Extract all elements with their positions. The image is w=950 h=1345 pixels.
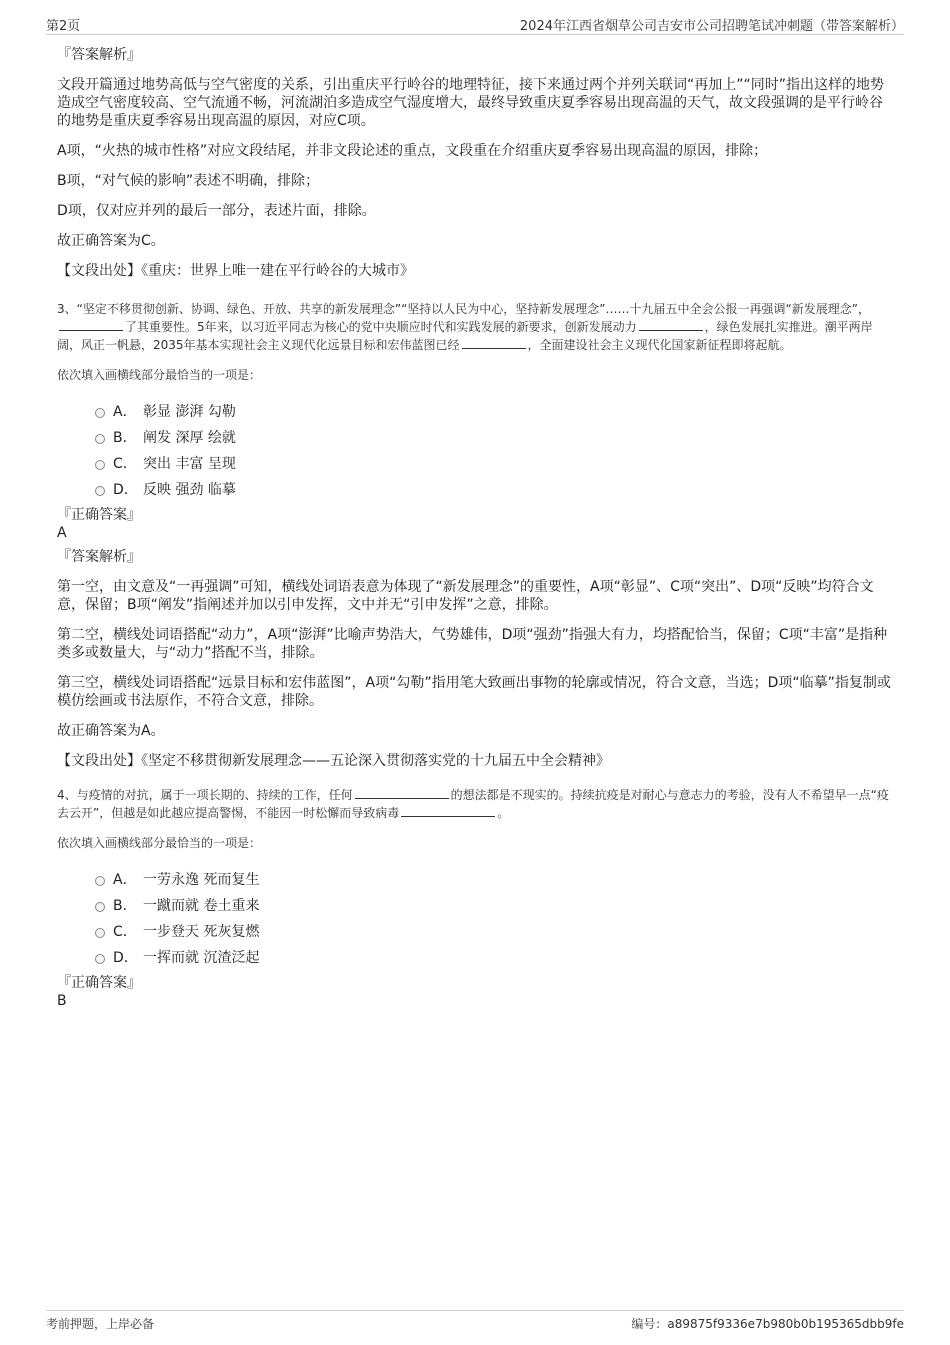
fill-blank [462, 336, 526, 349]
radio-icon[interactable] [95, 876, 105, 886]
document-code: 编号：a89875f9336e7b980b0b195365dbb9fe [631, 1317, 904, 1331]
radio-icon[interactable] [95, 486, 105, 496]
analysis-label: 『答案解析』 [57, 47, 141, 63]
radio-icon[interactable] [95, 928, 105, 938]
answer-value: A [57, 525, 67, 541]
footer-slogan: 考前押题，上岸必备 [46, 1317, 155, 1331]
analysis-paragraph: A项，“火热的城市性格”对应文段结尾，并非文段论述的重点，文段重在介绍重庆夏季容易出现高温的原因，排除； [57, 143, 768, 159]
radio-icon[interactable] [95, 434, 105, 444]
radio-icon[interactable] [95, 460, 105, 470]
analysis-paragraph: B项，“对气候的影响”表述不明确，排除； [57, 173, 320, 189]
option-a[interactable]: A． 一劳永逸 死而复生 [95, 866, 895, 892]
question-stem: 3、“坚定不移贯彻创新、协调、绿色、开放、共享的新发展理念”“坚持以人民为中心，坚持新发展理念”……十九届五中全会公报一再强调“新发展理念”，了其重要性。5年来，以习近平同志为核心的党中央顺应时代和实践发展的新要求，创新发展动力 ，绿色发展扎实推进。潮平两岸阔，风正一帆悬，2035年基本实现社会主义现代化远景目标和宏伟蓝图已经 ，全面建设社会主义现代化国家新征程即将起航。 [57, 302, 873, 352]
option-d[interactable]: D． 一挥而就 沉渣泛起 [95, 944, 895, 970]
option-a[interactable]: A． 彰显 澎湃 勾勒 [95, 398, 895, 424]
fill-blank [401, 804, 495, 817]
answer-label: 『正确答案』 [57, 507, 141, 523]
option-b[interactable]: B． 阐发 深厚 绘就 [95, 424, 895, 450]
page-number: 第2页 [46, 19, 81, 34]
analysis-paragraph: 故正确答案为A。 [57, 723, 165, 739]
analysis-paragraph: 故正确答案为C。 [57, 233, 165, 249]
document-body [57, 46, 895, 1016]
option-list [95, 866, 895, 970]
analysis-label: 『答案解析』 [57, 549, 141, 565]
question-stem: 4、与疫情的对抗，属于一项长期的、持续的工作，任何 的想法都是不现实的。持续抗疫是对耐心与意志力的考验，没有人不希望早一点“疫去云开”，但越是如此越应提高警惕，不能因一时松懈而导致病毒 。 [57, 788, 889, 820]
question-prompt: 依次填入画横线部分最恰当的一项是： [57, 836, 262, 850]
option-c[interactable]: C． 一步登天 死灰复燃 [95, 918, 895, 944]
analysis-paragraph: 第二空，横线处词语搭配“动力”，A项“澎湃”比喻声势浩大，气势雄伟，D项“强劲”指强大有力，均搭配恰当，保留；C项“丰富”是指种类多或数量大，与“动力”搭配不当，排除。 [57, 627, 888, 661]
page-header [46, 14, 904, 35]
answer-label: 『正确答案』 [57, 975, 141, 991]
document-title: 2024年江西省烟草公司吉安市公司招聘笔试冲刺题（带答案解析） [519, 19, 904, 34]
analysis-paragraph: 第一空，由文意及“一再强调”可知，横线处词语表意为体现了“新发展理念”的重要性，A项“彰显”、C项“突出”、D项“反映”均符合文意，保留；B项“阐发”指阐述并加以引申发挥，文中并无“引申发挥”之意，排除。 [57, 579, 874, 613]
page-footer [46, 1310, 904, 1335]
option-b[interactable]: B． 一蹴而就 卷土重来 [95, 892, 895, 918]
option-list [95, 398, 895, 502]
source-citation: 【文段出处】《重庆：世界上唯一建在平行岭谷的大城市》 [57, 263, 414, 279]
fill-blank [59, 318, 123, 331]
source-citation: 【文段出处】《坚定不移贯彻新发展理念——五论深入贯彻落实党的十九届五中全会精神》 [57, 753, 610, 769]
analysis-paragraph: 第三空，横线处词语搭配“远景目标和宏伟蓝图”，A项“勾勒”指用笔大致画出事物的轮廓或情况，符合文意，当选；D项“临摹”指复制或模仿绘画或书法原作，不符合文意，排除。 [57, 675, 891, 709]
radio-icon[interactable] [95, 902, 105, 912]
fill-blank [355, 786, 449, 799]
fill-blank [639, 318, 703, 331]
radio-icon[interactable] [95, 954, 105, 964]
analysis-paragraph: D项，仅对应并列的最后一部分，表述片面，排除。 [57, 203, 376, 219]
radio-icon[interactable] [95, 408, 105, 418]
analysis-paragraph: 文段开篇通过地势高低与空气密度的关系，引出重庆平行岭谷的地理特征，接下来通过两个并列关联词“再加上”“同时”指出这样的地势造成空气密度较高、空气流通不畅，河流湖泊多造成空气湿度增大，最终导致重庆夏季容易出现高温的天气，故文段强调的是平行岭谷的地势是重庆夏季容易出现高温的原因，对应C项。 [57, 77, 885, 129]
option-c[interactable]: C． 突出 丰富 呈现 [95, 450, 895, 476]
question-prompt: 依次填入画横线部分最恰当的一项是： [57, 368, 262, 382]
option-d[interactable]: D． 反映 强劲 临摹 [95, 476, 895, 502]
answer-value: B [57, 993, 67, 1009]
